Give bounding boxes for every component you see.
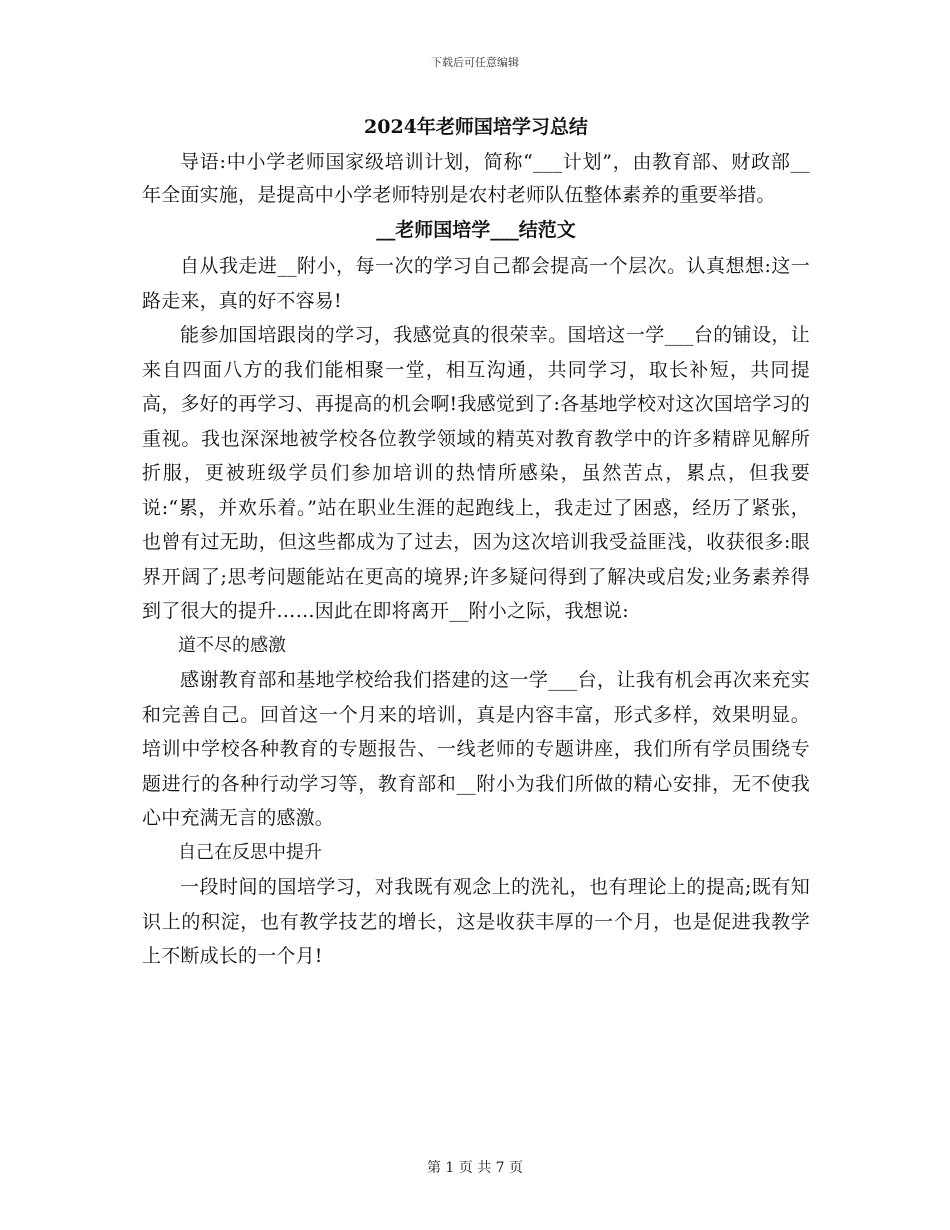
document-subtitle: __老师国培学___结范文 <box>376 219 576 241</box>
section-paragraph-gratitude: 感谢教育部和基地学校给我们搭建的这一学___台，让我有机会再次来充实和完善自己。回首这一个月来的培训，真是内容丰富，形式多样，效果明显。培训中学校各种教育的专题报告、一线老师的专题讲座，我们所有学员围绕专题进行的各种行动学习等，教育部和__附小为我们所做的精心安排，无不使我心中充满无言的感激。 <box>142 669 810 829</box>
page-number-footer: 第 1 页 共 7 页 <box>426 1160 524 1176</box>
document-body <box>142 112 810 974</box>
body-paragraph-2: 能参加国培跟岗的学习，我感觉真的很荣幸。国培这一学___台的铺设，让来自四面八方的我们能相聚一堂，相互沟通，共同学习，取长补短，共同提高，多好的再学习、再提高的机会啊!我感觉到了:各基地学校对这次国培学习的重视。我也深深地被学校各位教学领域的精英对教育教学中的许多精辟见解所折服，更被班级学员们参加培训的热情所感染，虽然苦点，累点，但我要说:“累，并欢乐着。”站在职业生涯的起跑线上，我走过了困惑，经历了紧张，也曾有过无助，但这些都成为了过去，因为这次培训我受益匪浅，收获很多:眼界开阔了;思考问题能站在更高的境界;许多疑问得到了解决或启发;业务素养得到了很大的提升……因此在即将离开__附小之际，我想说: <box>142 324 810 622</box>
document-title: 2024年老师国培学习总结 <box>364 116 588 138</box>
section-paragraph-reflection: 一段时间的国培学习，对我既有观念上的洗礼，也有理论上的提高;既有知识上的积淀，也有教学技艺的增长，这是收获丰厚的一个月，也是促进我教学上不断成长的一个月! <box>142 876 810 967</box>
intro-paragraph: 导语:中小学老师国家级培训计划，简称“___计划”，由教育部、财政部__年全面实施，是提高中小学老师特别是农村老师队伍整体素养的重要举措。 <box>142 151 810 206</box>
section-heading-gratitude: 道不尽的感激 <box>178 634 286 656</box>
header-note: 下载后可任意编辑 <box>431 56 519 69</box>
body-paragraph-1: 自从我走进__附小，每一次的学习自己都会提高一个层次。认真想想:这一路走来，真的好不容易! <box>142 255 810 312</box>
section-heading-reflection: 自己在反思中提升 <box>178 841 322 863</box>
